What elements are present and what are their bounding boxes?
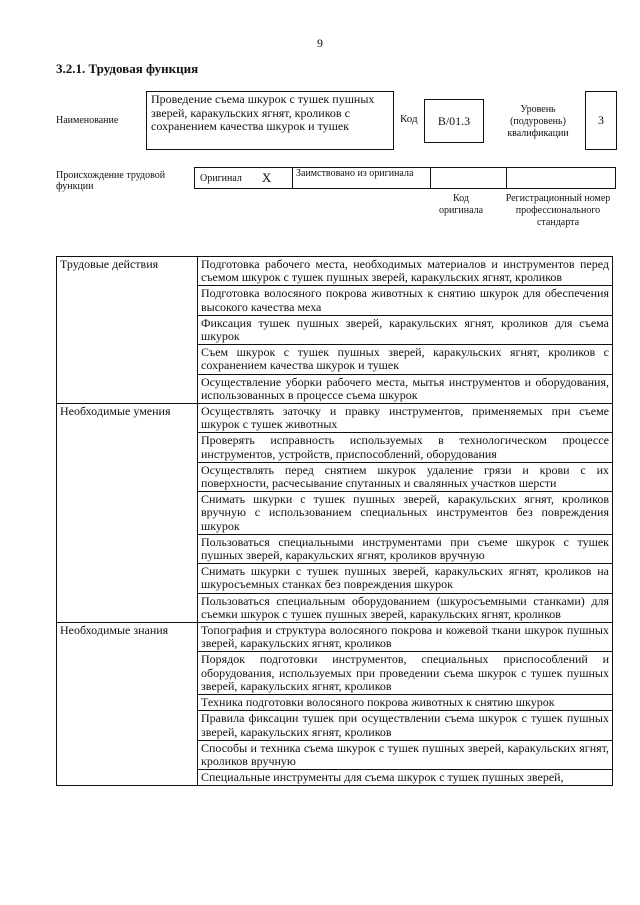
section-item: Съем шкурок с тушек пушных зверей, каракульских ягнят, кроликов с сохранением качества шкурок и тушек (198, 345, 613, 374)
section-item: Проверять исправность используемых в технологическом процессе инструментов, устройств, приспособлений, оборудования (198, 433, 613, 462)
function-table (56, 256, 613, 786)
page-number: 9 (317, 36, 323, 50)
table-row (57, 623, 613, 652)
code-box: B/01.3 (424, 99, 484, 143)
section-category: Трудовые действия (57, 257, 198, 404)
section-category: Необходимые знания (57, 623, 198, 786)
reg-number-label: Регистрационный номер профессионального стандарта (505, 193, 611, 228)
section-item: Осуществление уборки рабочего места, мытья инструментов и оборудования, использованных в процессе съема шкурок (198, 374, 613, 403)
section-item: Пользоваться специальным оборудованием (шкуросъемными станками) для съемки шкурок с тушек пушных зверей, каракульских ягнят, кроликов (198, 593, 613, 622)
borrowed-label: Заимствовано из оригинала (293, 168, 431, 188)
section-title: 3.2.1. Трудовая функция (56, 61, 199, 76)
original-cell (195, 168, 293, 188)
level-box: 3 (585, 91, 617, 150)
section-item: Топография и структура волосяного покрова и кожевой ткани шкурок пушных зверей, каракульских ягнят, кроликов (198, 623, 613, 652)
origin-row (194, 167, 616, 189)
section-item: Фиксация тушек пушных зверей, каракульских ягнят, кроликов для съема шкурок (198, 315, 613, 344)
section-item: Подготовка волосяного покрова животных к снятию шкурок для обеспечения высокого качества меха (198, 286, 613, 315)
section-item: Снимать шкурки с тушек пушных зверей, каракульских ягнят, кроликов вручную с использованием специальных инструментов без повреждения шкурок (198, 492, 613, 535)
section-category: Необходимые умения (57, 404, 198, 623)
level-label: Уровень (подуровень) квалификации (507, 104, 569, 139)
section-item: Порядок подготовки инструментов, специальных приспособлений и оборудования, используемых при проведении съема шкурок с тушек пушных зверей, каракульских ягнят, кроликов (198, 652, 613, 695)
section-item: Осуществлять заточку и правку инструментов, применяемых при съеме шкурок с тушек животных (198, 404, 613, 433)
reg-number-cell (507, 168, 615, 188)
original-label: Оригинал (200, 172, 242, 184)
name-label: Наименование (56, 115, 119, 126)
table-row (57, 257, 613, 286)
section-item: Подготовка рабочего места, необходимых материалов и инструментов перед съемом шкурок с тушек пушных зверей, каракульских ягнят, кроликов (198, 257, 613, 286)
section-item: Правила фиксации тушек при осуществлении съема шкурок с тушек пушных зверей, каракульских ягнят, кроликов (198, 711, 613, 740)
section-item: Специальные инструменты для съема шкурок с тушек пушных зверей, (198, 770, 613, 786)
code-original-label: Код оригинала (438, 193, 484, 216)
function-name-box: Проведение съема шкурок с тушек пушных зверей, каракульских ягнят, кроликов с сохранением качества шкурок и тушек (146, 91, 394, 150)
section-item: Способы и техника съема шкурок с тушек пушных зверей, каракульских ягнят, кроликов вручную (198, 740, 613, 769)
section-item: Техника подготовки волосяного покрова животных к снятию шкурок (198, 695, 613, 711)
section-item: Пользоваться специальными инструментами при съеме шкурок с тушек пушных зверей, каракульских ягнят, кроликов вручную (198, 534, 613, 563)
code-label: Код (400, 113, 418, 125)
table-row (57, 404, 613, 433)
origin-label: Происхождение трудовой функции (56, 170, 166, 192)
section-item: Снимать шкурки с тушек пушных зверей, каракульских ягнят, кроликов на шкуросъемных станках без повреждения шкурок (198, 564, 613, 593)
section-item: Осуществлять перед снятием шкурок удаление грязи и крови с их поверхности, расчесывание спутанных и свалянных участков шерсти (198, 462, 613, 491)
code-original-cell (431, 168, 507, 188)
original-mark: X (261, 170, 272, 185)
